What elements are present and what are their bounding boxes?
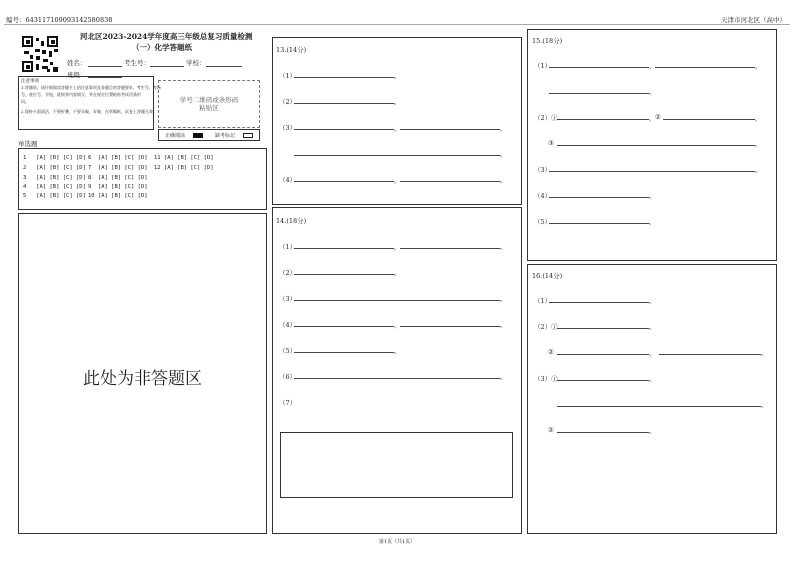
answer-line[interactable] — [294, 300, 500, 301]
q14-item: （1） — [279, 243, 297, 251]
q15-item: （4） — [534, 192, 552, 200]
q15-item: ③ — [548, 139, 554, 147]
q16-item: （1） — [534, 297, 552, 305]
answer-line[interactable] — [557, 145, 755, 146]
answer-line[interactable] — [549, 197, 649, 198]
q16-item: ② — [548, 426, 554, 434]
name-label: 姓名： — [67, 59, 87, 67]
answer-line[interactable] — [294, 77, 394, 78]
answer-line[interactable] — [557, 119, 649, 120]
q14-item: （5） — [279, 347, 297, 355]
q14-item: （6） — [279, 373, 297, 381]
non-answer-label: 此处为非答题区 — [83, 369, 202, 389]
answer-line[interactable] — [549, 93, 649, 94]
answer-line[interactable] — [294, 248, 394, 249]
q13-title: 13.(14分) — [276, 46, 307, 54]
q16-title: 16.(14分) — [532, 272, 563, 280]
mcq-item[interactable]: 12 [A] [B] [C] [D] — [154, 165, 214, 171]
exam-no-label: 考生号： — [124, 59, 150, 67]
notes-line: 号，座位号，学校，班级等内容填写，并在规定位置粘贴考试用条形 — [21, 92, 141, 97]
q13-item: （1） — [279, 72, 297, 80]
page-footer: 第1页（共1页） — [378, 539, 416, 545]
notes-line: 2.保持卡面清洁，不要折叠、不要弄破、弄皱，在草稿纸、试卷上答题无效。 — [21, 109, 157, 114]
answer-line[interactable] — [400, 181, 500, 182]
school-label: 学校： — [186, 59, 206, 67]
name-field[interactable] — [88, 66, 122, 67]
notes-line: 1.答题前，请仔细阅读答题卡上的注意事项及各题目的答题要求，考生号，考场 — [21, 85, 161, 90]
non-answer-area — [18, 213, 267, 534]
q13-item: （3） — [279, 124, 297, 132]
q16-item: （2）① — [534, 323, 558, 331]
class-label: 班级： — [67, 71, 87, 79]
answer-line[interactable] — [557, 380, 649, 381]
q14-item: （2） — [279, 269, 297, 277]
answer-line[interactable] — [557, 354, 649, 355]
answer-line[interactable] — [294, 274, 394, 275]
region-label: 天津市河北区（高中） — [721, 16, 786, 24]
answer-line[interactable] — [294, 103, 394, 104]
answer-line[interactable] — [659, 354, 761, 355]
mcq-item[interactable]: 7 [A] [B] [C] [D] — [88, 165, 148, 171]
q15-item: ② — [655, 113, 661, 121]
filled-box-icon — [193, 133, 203, 138]
q16-item: ② — [548, 348, 554, 356]
q16-item: （3）① — [534, 375, 558, 383]
barcode-line1: 学号二维码或条形码 — [179, 96, 239, 104]
answer-line[interactable] — [400, 326, 500, 327]
mcq-item[interactable]: 4 [A] [B] [C] [D] — [23, 184, 86, 190]
exam-title: 河北区2023-2024学年度高三年级总复习质量检测 — [80, 32, 253, 41]
answer-line[interactable] — [294, 352, 394, 353]
mcq-item[interactable]: 10 [A] [B] [C] [D] — [88, 193, 148, 199]
answer-line[interactable] — [557, 406, 761, 407]
answer-line[interactable] — [294, 155, 500, 156]
q15-item: （2）① — [534, 114, 558, 122]
answer-line[interactable] — [294, 129, 394, 130]
mcq-item[interactable]: 2 [A] [B] [C] [D] — [23, 165, 86, 171]
q15-item: （1） — [534, 62, 552, 70]
mcq-title: 单选题 — [18, 140, 38, 148]
answer-line[interactable] — [549, 67, 649, 68]
answer-line[interactable] — [400, 129, 500, 130]
notes-box — [18, 76, 161, 130]
answer-line[interactable] — [557, 432, 649, 433]
mcq-item[interactable]: 5 [A] [B] [C] [D] — [23, 193, 86, 199]
mcq-item[interactable]: 9 [A] [B] [C] [D] — [88, 184, 148, 190]
q13-item: （4） — [279, 176, 297, 184]
q14-item: （3） — [279, 295, 297, 303]
q14-answer-box[interactable] — [280, 432, 513, 498]
answer-line[interactable] — [549, 171, 755, 172]
answer-line[interactable] — [549, 223, 649, 224]
notes-title: 注意事项 — [21, 79, 39, 84]
q14-item: （7） — [279, 399, 297, 407]
barcode-line2: 粘贴区 — [199, 104, 219, 112]
mcq-item[interactable]: 1 [A] [B] [C] [D] — [23, 155, 86, 161]
answer-line[interactable] — [294, 181, 394, 182]
q14-title: 14.(18分) — [276, 217, 307, 225]
mcq-item[interactable]: 6 [A] [B] [C] [D] — [88, 155, 148, 161]
exam-no-field[interactable] — [150, 66, 184, 67]
q14-item: （4） — [279, 321, 297, 329]
answer-line[interactable] — [663, 119, 755, 120]
answer-line[interactable] — [557, 328, 649, 329]
answer-line[interactable] — [294, 378, 500, 379]
notes-line: 码。 — [21, 99, 29, 104]
correct-fill-label: 正确填涂 — [165, 133, 186, 139]
q15-item: （5） — [534, 218, 552, 226]
q15-title: 15.(18分) — [532, 37, 563, 45]
exam-subtitle: （一）化学答题纸 — [132, 43, 192, 52]
missing-checkbox[interactable] — [243, 133, 253, 138]
answer-line[interactable] — [549, 302, 649, 303]
marking-legend — [158, 129, 260, 141]
school-field[interactable] — [206, 66, 242, 67]
qr-code — [22, 36, 58, 72]
q15-item: （3） — [534, 166, 552, 174]
header-divider — [4, 24, 790, 25]
answer-line[interactable] — [294, 326, 394, 327]
mcq-item[interactable]: 3 [A] [B] [C] [D] — [23, 175, 86, 181]
serial-number: 编号：643117109093142580838 — [6, 16, 113, 24]
mcq-item[interactable]: 11 [A] [B] [C] [D] — [154, 155, 214, 161]
barcode-area[interactable] — [158, 80, 260, 128]
missing-label: 缺考标记 — [215, 133, 236, 139]
q13-item: （2） — [279, 98, 297, 106]
answer-line[interactable] — [655, 67, 755, 68]
answer-line[interactable] — [400, 248, 500, 249]
mcq-item[interactable]: 8 [A] [B] [C] [D] — [88, 175, 148, 181]
